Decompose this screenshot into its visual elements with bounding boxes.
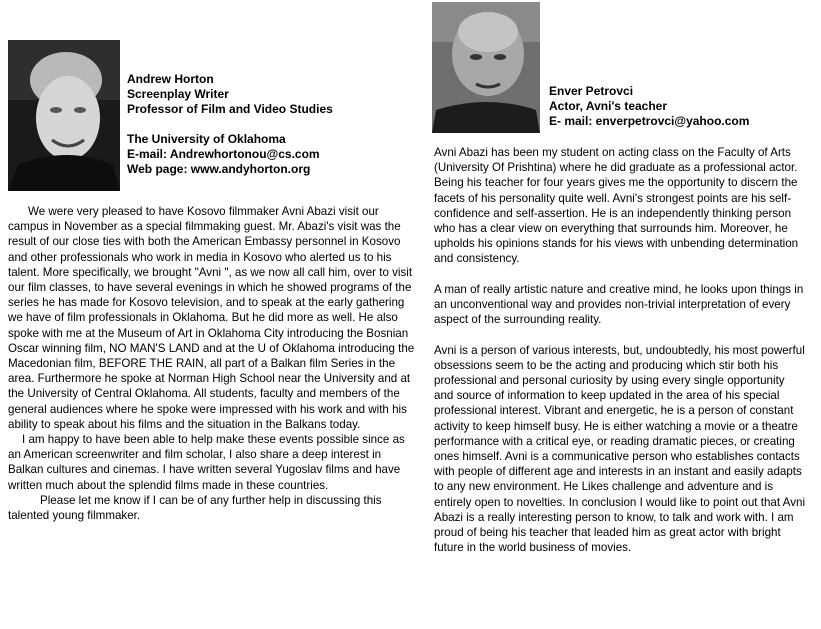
horton-university: The University of Oklahoma bbox=[127, 132, 286, 146]
horton-contact-block bbox=[127, 72, 333, 177]
petrovci-paragraph: Avni is a person of various interests, but, undoubtedly, his most powerful obsessions seem to be the acting and producing which stir both his professional and personal curiosity by using every single opportunity and source of information to keep updated in the area of his special professional interest. Vibrant and energetic, he is a person of constant activity to keep himself busy. He is either watching a movie or a theatre performance with a critical eye, or reading dramatic pieces, or creating ones himself. Avni is a communicative person who establishes contacts with people of different age and interests in an instant and easily adapts to any new environment. He Likes challenge and adventure and is entirely open to novelties. In conclusion I would like to point out that Avni Abazi is a really interesting person to know, to talk and work with. I am proud of being his teacher that leaded him as great actor with bright future in the world business of movies. bbox=[434, 343, 806, 555]
horton-letter bbox=[8, 204, 418, 523]
horton-name: Andrew Horton bbox=[127, 72, 214, 86]
petrovci-portrait-photo-icon bbox=[432, 2, 540, 133]
petrovci-letter bbox=[434, 145, 806, 555]
horton-portrait-photo-icon bbox=[8, 40, 120, 191]
horton-web[interactable]: Web page: www.andyhorton.org bbox=[127, 162, 311, 176]
petrovci-role: Actor, Avni's teacher bbox=[549, 99, 668, 113]
horton-email[interactable]: E-mail: Andrewhortonou@cs.com bbox=[127, 147, 320, 161]
horton-title: Professor of Film and Video Studies bbox=[127, 102, 333, 116]
petrovci-email[interactable]: E- mail: enverpetrovci@yahoo.com bbox=[549, 114, 750, 128]
petrovci-name: Enver Petrovci bbox=[549, 84, 634, 98]
horton-paragraph: Please let me know if I can be of any further help in discussing this talented young filmmaker. bbox=[8, 493, 382, 523]
petrovci-contact-block bbox=[549, 84, 749, 129]
horton-role: Screenplay Writer bbox=[127, 87, 229, 101]
horton-paragraph: I am happy to have been able to help make these events possible since as an American screenwriter and film scholar, I also share a deep interest in Balkan cultures and cinemas. I have written several Yugoslav films and have written much about the splendid films made in these countries. bbox=[8, 433, 405, 492]
horton-paragraph: We were very pleased to have Kosovo filmmaker Avni Abazi visit our campus in November as a special filmmaking guest. Mr. Abazi's visit was the result of our close ties with both the American Embassy personnel in Kosovo and other professionals who work in media in Kosovo who alerted us to his talent. More specifically, we brought "Avni ", as we now all call him, over to visit our film classes, to have several evenings in which he showed programs of the series he has made for Kosovo television, and to speak at the early gathering we have of film professionals in Oklahoma. But he did more as well. He also spoke with me at the Museum of Art in Oklahoma City introducing the Bosnian Oscar winning film, NO MAN'S LAND and at the U of Oklahoma introducing the Macedonian film, BEFORE THE RAIN, all part of a Balkan film Series in the area. Furthermore he spoke at Norman High School near the University and at the University of Central Oklahoma. All students, faculty and members of the general audiences where he spoke were impressed with his work and with his ability to speak about his films and the situation in the Balkans today. bbox=[8, 205, 415, 431]
petrovci-paragraph: Avni Abazi has been my student on acting class on the Faculty of Arts (University Of Prishtina) where he did graduate as a professional actor. Being his teacher for four years gives me the opportunity to discern the facets of his personality quite well. Avni's strongest points are his self-confidence and self-assertion. He is an independently thinking person who has a clear view on everything that surrounds him. Moreover, he upholds his opinions stands for his views with unbending determination and consistency. bbox=[434, 146, 799, 266]
petrovci-paragraph: A man of really artistic nature and creative mind, he looks upon things in an unconventional way and provides non-trivial interpretation of every aspect of the surrounding reality. bbox=[434, 282, 804, 327]
